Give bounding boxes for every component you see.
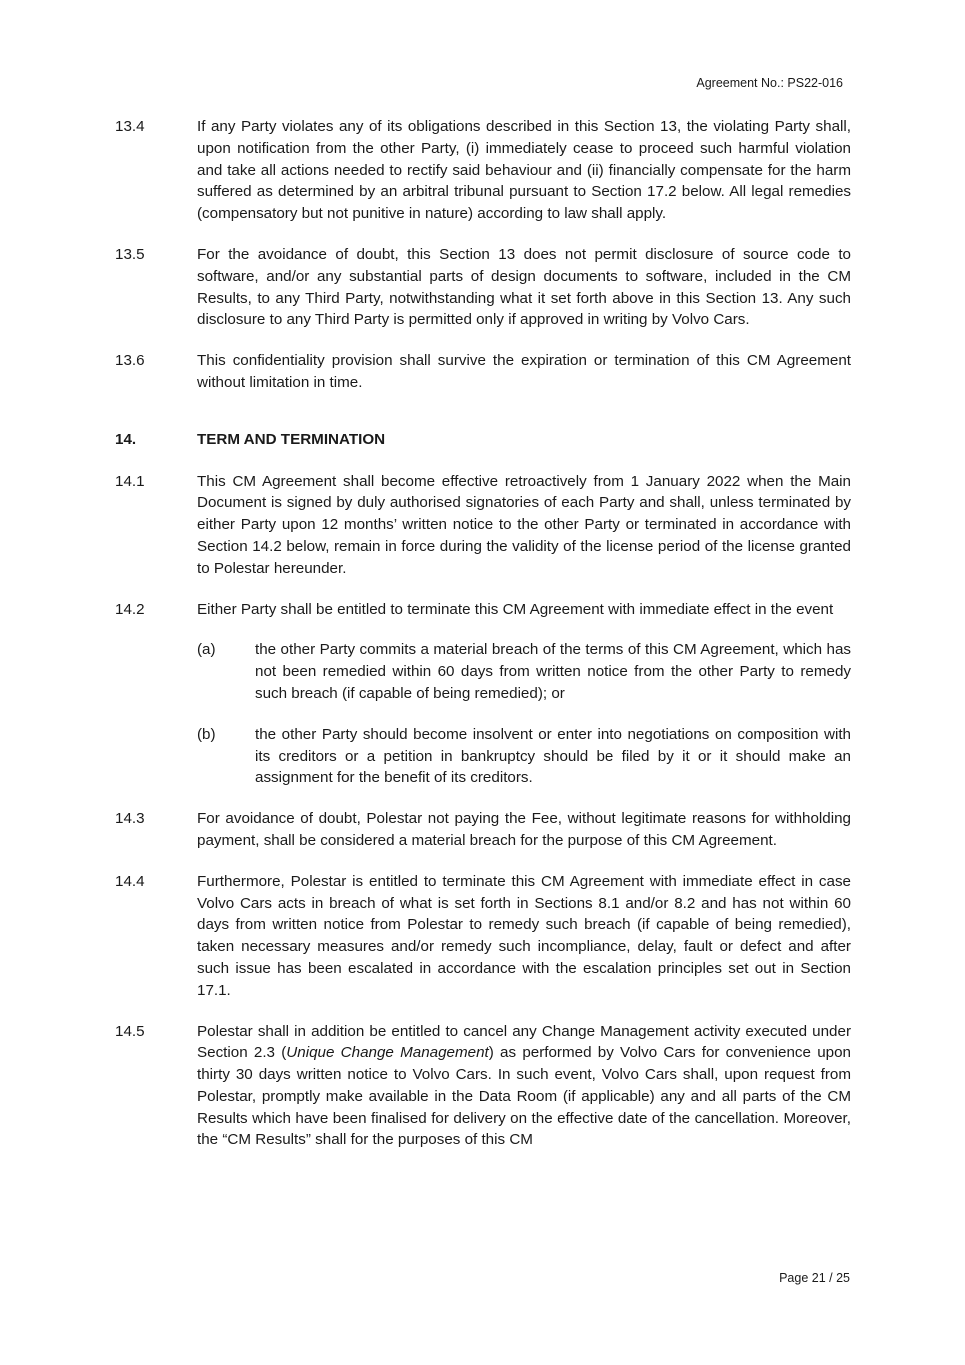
subclause-number: (a) bbox=[197, 641, 216, 659]
clause-text-italic: Unique Change Management bbox=[286, 1044, 489, 1062]
page-number: Page 21 / 25 bbox=[779, 1271, 850, 1285]
clause-number: 14.3 bbox=[115, 810, 145, 828]
agreement-number: Agreement No.: PS22-016 bbox=[696, 76, 843, 90]
section-title: TERM AND TERMINATION bbox=[197, 430, 386, 448]
clause-14-3 bbox=[115, 808, 851, 852]
clause-number: 14.4 bbox=[115, 872, 145, 890]
clause-text-start: Polestar shall in addition be entitled to cancel any Change Management activity executed under Section 2.3 ( bbox=[197, 1022, 851, 1062]
clause-number: 13.4 bbox=[115, 118, 145, 135]
clause-text: This confidentiality provision shall survive the expiration or termination of this CM Agreement without limitation in time. bbox=[197, 352, 851, 391]
clause-text: Furthermore, Polestar is entitled to terminate this CM Agreement with immediate effect in case Volvo Cars acts in breach of what is set forth in Sections 8.1 and/or 8.2 and has not within 60 days from written notice from Polestar to remedy such breach (if capable of being remedied), taken necessary measures and/or remedy such incompliance, delay, fault or defect and after such issue has been escalated in accordance with the escalation principles set out in Section 17.1. bbox=[197, 872, 851, 999]
clause-text: For the avoidance of doubt, this Section 13 does not permit disclosure of source code to software, and/or any substantial parts of design documents to software, included in the CM Results, to any Third Party, notwithstanding what it set forth above in this Section 13. Any such disclosure to any Third Party is permitted only if approved in writing by Volvo Cars. bbox=[197, 245, 851, 329]
clause-13-6 bbox=[115, 350, 851, 394]
clause-number: 13.6 bbox=[115, 352, 145, 370]
clause-text: If any Party violates any of its obligations described in this Section 13, the violating Party shall, upon notification from the other Party, (i) immediately cease to proceed such harmful violation and take all actions needed to rectify said behaviour and (ii) financially compensate for the harm suffered as determined by an arbitral tribunal pursuant to Section 17.2 below. All legal remedies (compensatory but not punitive in nature) according to law shall apply. bbox=[197, 118, 851, 223]
clause-text-end: ) as performed by Volvo Cars for convenience upon thirty 30 days written notice to Volvo Cars. In such event, Volvo Cars shall, upon request from Polestar, promptly make available in the Data Room (if applicable) any and all parts of the CM Results which have been finalised for delivery on the effective date of the cancellation. Moreover, the “CM Results” shall for the purposes of this CM bbox=[197, 1044, 851, 1149]
document-body bbox=[115, 116, 851, 1170]
clause-14-1 bbox=[115, 471, 851, 580]
clause-text bbox=[197, 1021, 851, 1152]
subclause-text: the other Party commits a material breach of the terms of this CM Agreement, which has not been remedied within 60 days from written notice from the other Party to remedy such breach (if capable of being remedied); or bbox=[255, 641, 851, 702]
clause-14-4 bbox=[115, 871, 851, 1002]
clause-text: This CM Agreement shall become effective retroactively from 1 January 2022 when the Main Document is signed by duly authorised signatories of each Party and shall, unless terminated by either Party upon 12 months’ written notice to the other Party or terminated in accordance with Section 14.2 below, remain in force during the validity of the license period of the license granted to Polestar hereunder. bbox=[197, 472, 851, 577]
section-heading bbox=[115, 429, 851, 451]
subclause-b bbox=[197, 724, 851, 789]
subclause-a bbox=[197, 639, 851, 704]
clause-13-4 bbox=[115, 116, 851, 225]
subclause-number: (b) bbox=[197, 725, 216, 743]
section-number: 14. bbox=[115, 430, 137, 448]
clause-14-2 bbox=[115, 599, 851, 621]
clause-14-5 bbox=[115, 1021, 851, 1152]
clause-number: 14.1 bbox=[115, 472, 145, 490]
clause-text: Either Party shall be entitled to terminate this CM Agreement with immediate effect in the event bbox=[197, 600, 834, 618]
clause-text: For avoidance of doubt, Polestar not paying the Fee, without legitimate reasons for withholding payment, shall be considered a material breach for the purpose of this CM Agreement. bbox=[197, 810, 851, 849]
clause-number: 14.5 bbox=[115, 1022, 145, 1040]
clause-number: 14.2 bbox=[115, 600, 145, 618]
subclause-text: the other Party should become insolvent or enter into negotiations on composition with its creditors or a petition in bankruptcy should be filed by it or it should make an assignment for the benefit of its creditors. bbox=[255, 725, 851, 787]
clause-13-5 bbox=[115, 244, 851, 331]
clause-number: 13.5 bbox=[115, 245, 145, 263]
